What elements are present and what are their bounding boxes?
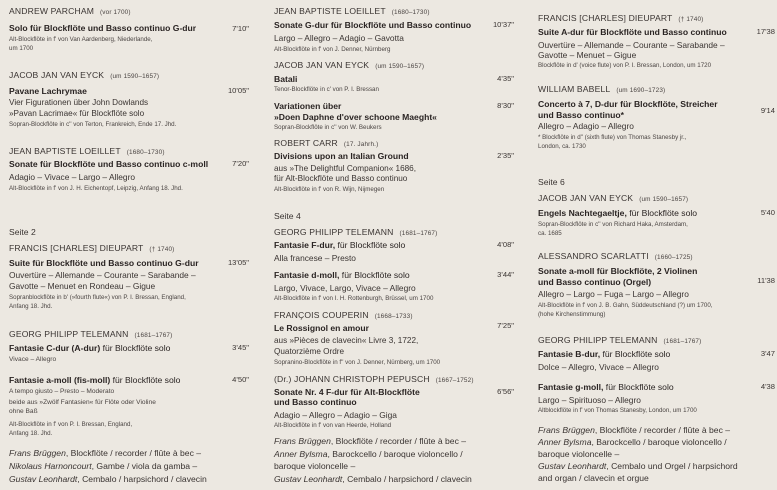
instrument-note: ca. 1685 [538, 230, 562, 237]
work-title: Fantasie B-dur, für Blockflöte solo [538, 349, 671, 359]
duration: 13'05" [227, 258, 249, 267]
work-title: Fantasie d-moll, für Blockflöte solo [274, 270, 410, 280]
work-title: Pavane Lachrymae [9, 86, 87, 96]
instrument-note: Anfang 18. Jhd. [9, 303, 53, 310]
duration: 2'35" [497, 151, 514, 160]
work-title: und Basso continuo* [538, 110, 624, 120]
performer-line: Gustav Leonhardt, Cembalo / harpsichord / clavecin [274, 474, 472, 484]
duration: 17'38 [756, 27, 775, 36]
movements: Adagio – Allegro – Adagio – Giga [274, 410, 397, 420]
composer-telemann: GEORG PHILIPP TELEMANN (1681–1767) [538, 335, 702, 345]
instrument-note: Alt-Blockflöte in f' von J. H. Eichentopf, Leipzig, Anfang 18. Jhd. [9, 185, 183, 192]
composer-dieupart: FRANCIS [CHARLES] DIEUPART († 1740) [538, 13, 704, 23]
work-title: Engels Nachtegaeltje, für Blockflöte solo [538, 208, 698, 218]
work-title: Fantasie C-dur (A-dur) für Blockflöte solo [9, 343, 171, 353]
duration: 10'37" [492, 20, 514, 29]
composer-loeillet: JEAN BAPTISTE LOEILLET (1680–1730) [274, 6, 430, 16]
work-description: aus »The Delightful Companion« 1686, [274, 164, 417, 173]
duration: 3'47 [760, 349, 775, 358]
work-title: Divisions upon an Italian Ground [274, 151, 409, 161]
composer-parcham: ANDREW PARCHAM (vor 1700) [9, 6, 131, 16]
duration: 7'10" [232, 24, 249, 33]
work-note: ohne Baß [9, 408, 38, 415]
duration: 4'38 [760, 382, 775, 391]
duration: 8'30" [497, 101, 514, 110]
duration: 10'05" [227, 86, 249, 95]
work-title: und Basso continuo (Orgel) [538, 277, 652, 287]
work-title: Batali [274, 74, 298, 84]
movements: Gavotte – Menuet – Gigue [538, 50, 637, 60]
movements: Largo, Vivace, Largo, Vivace – Allegro [274, 283, 416, 293]
work-title: Fantasie a-moll (fis-moll) für Blockflöte solo [9, 375, 181, 385]
performer-line: Anner Bylsma, Barockcello / baroque violoncello / [538, 437, 727, 447]
instrument-note: Alt-Blockflöte in f' von J. Denner, Nürnberg [274, 46, 391, 53]
instrument-note: Alt-Blockflöte in f' von I. H. Rottenburgh, Brüssel, um 1700 [274, 295, 434, 302]
performer-line: baroque violoncelle – [538, 449, 620, 459]
work-description: »Pavan Lacrimae« für Blockflöte solo [9, 109, 145, 118]
column-right [524, 0, 777, 490]
performer-line: Gustav Leonhardt, Cembalo / harpsichord / clavecin [9, 474, 207, 484]
work-title: Sonate für Blockflöte und Basso continuo c-moll [9, 159, 209, 169]
instrument-note: Sopran-Blockflöte in c'' von Richard Haka, Amsterdam, [538, 221, 688, 228]
movements: A tempo giusto – Presto – Moderato [9, 388, 115, 395]
work-title: Suite A-dur für Blockflöte und Basso continuo [538, 27, 727, 37]
instrument-note: Alt-Blockflöte in f' von P. I. Bressan, England, [9, 421, 133, 428]
work-description: für Alt-Blockflöte und Basso continuo [274, 174, 408, 183]
column-middle [262, 0, 524, 490]
movements: Vivace – Allegro [9, 356, 57, 363]
performer-line: Frans Brüggen, Blockflöte / recorder / flûte à bec – [538, 425, 731, 435]
side-label: Seite 6 [538, 177, 565, 187]
performer-line: Frans Brüggen, Blockflöte / recorder / flûte à bec – [274, 436, 467, 446]
work-subtitle: »Doen Daphne d'over schoone Maeght« [274, 112, 437, 122]
composer-loeillet: JEAN BAPTISTE LOEILLET (1680–1730) [9, 146, 165, 156]
movements: Allegro – Adagio – Allegro [538, 121, 634, 131]
movements: Largo – Allegro – Adagio – Gavotta [274, 33, 404, 43]
work-title: Fantasie F-dur, für Blockflöte solo [274, 240, 406, 250]
instrument-note: Sopran-Blockflöte in c'' von W. Beukers [274, 124, 382, 131]
side-label: Seite 2 [9, 227, 36, 237]
composer-van-eyck: JACOB JAN VAN EYCK (um 1590–1657) [538, 193, 689, 203]
movements: Adagio – Vivace – Largo – Allegro [9, 172, 136, 182]
work-description: Quatorzième Ordre [274, 347, 345, 356]
composer-carr: ROBERT CARR (17. Jahrh.) [274, 138, 379, 148]
instrument-note: Anfang 18. Jhd. [9, 430, 53, 437]
instrument-note: Sopran-Blockflöte in c'' von Terton, Frankreich, Ende 17. Jhd. [9, 121, 177, 128]
work-title: Variationen über [274, 101, 342, 111]
duration: 4'50" [232, 375, 249, 384]
work-description: Vier Figurationen über John Dowlands [9, 98, 149, 107]
performer-line: baroque violoncelle – [274, 461, 356, 471]
work-title: Concerto à 7, D-dur für Blockflöte, Streicher [538, 99, 718, 109]
composer-scarlatti: ALESSANDRO SCARLATTI (1660–1725) [538, 251, 693, 261]
composer-dieupart: FRANCIS [CHARLES] DIEUPART († 1740) [9, 243, 175, 253]
instrument-note: Alt-Blockflöte in f' von Van Aardenberg, Niederlande, [9, 36, 153, 43]
movements: Dolce – Allegro, Vivace – Allegro [538, 362, 659, 372]
duration: 5'40 [760, 208, 775, 217]
work-title: und Basso continuo [274, 397, 357, 407]
composer-couperin: FRANÇOIS COUPERIN (1668–1733) [274, 310, 413, 320]
duration: 7'20" [232, 159, 249, 168]
movements: Gavotte – Menuet en Rondeau – Gigue [9, 281, 156, 291]
instrument-note: Sopranblockflöte in b' (»fourth flute«) von P. I. Bressan, England, [9, 294, 186, 301]
instrument-note: Alt-Blockflöte in f' von van Heerde, Holland [274, 422, 392, 429]
work-description: aus »Pièces de clavecin« Livre 3, 1722, [274, 336, 419, 345]
performer-line: Anner Bylsma, Barockcello / baroque violoncello / [274, 449, 463, 459]
instrument-note: Altblockflöte in f' von Thomas Stanesby, London, um 1700 [538, 407, 697, 414]
duration: 4'08" [497, 240, 514, 249]
movements: Ouvertüre – Allemande – Courante – Sarabande – [9, 270, 196, 280]
work-title: Le Rossignol en amour [274, 323, 370, 333]
work-title: Solo für Blockflöte und Basso continuo G-dur [9, 23, 197, 33]
duration: 7'25" [497, 321, 514, 330]
work-title: Sonate G-dur für Blockflöte und Basso continuo [274, 20, 472, 30]
duration: 3'45" [232, 343, 249, 352]
movements: Largo – Spirituoso – Allegro [538, 395, 641, 405]
performer-line: Nikolaus Harnoncourt, Gambe / viola da gamba – [9, 461, 198, 471]
composer-van-eyck: JACOB JAN VAN EYCK (um 1590–1657) [274, 60, 425, 70]
work-note: beide aus »Zwölf Fantasien« für Flöte oder Violine [9, 399, 156, 406]
duration: 3'44" [497, 270, 514, 279]
instrument-note: Alt-Blockflöte in f' von R. Wijn, Nijmegen [274, 186, 385, 193]
movements: Ouvertüre – Allemande – Courante – Sarabande – [538, 40, 725, 50]
instrument-note: (hohe Kirchenstimmung) [538, 311, 606, 318]
composer-telemann: GEORG PHILIPP TELEMANN (1681–1767) [9, 329, 173, 339]
duration: 6'56" [497, 387, 514, 396]
column-left [0, 0, 262, 490]
instrument-note: Tenor-Blockflöte in c' von P. I. Bressan [274, 86, 379, 93]
work-title: Suite für Blockflöte und Basso continuo G-dur [9, 258, 199, 268]
duration: 9'14 [760, 106, 775, 115]
instrument-note: Sopranino-Blockflöte in f'' von J. Denner, Nürnberg, um 1700 [274, 359, 441, 366]
duration: 11'38 [757, 276, 775, 285]
performer-line: Gustav Leonhardt, Cembalo und Orgel / harpsichord [538, 461, 738, 471]
composer-van-eyck: JACOB JAN VAN EYCK (um 1590–1657) [9, 70, 160, 80]
instrument-note: Blockflöte in d' (voice flute) von P. I. Bressan, London, um 1720 [538, 62, 712, 69]
duration: 4'35" [497, 74, 514, 83]
performer-line: and organ / clavecin et orgue [538, 473, 649, 483]
composer-telemann: GEORG PHILIPP TELEMANN (1681–1767) [274, 227, 438, 237]
movements: Allegro – Largo – Fuga – Largo – Allegro [538, 289, 689, 299]
composer-babell: WILLIAM BABELL (um 1690–1723) [538, 84, 666, 94]
work-title: Sonate a-moll für Blockflöte, 2 Violinen [538, 266, 698, 276]
composer-pepusch: (Dr.) JOHANN CHRISTOPH PEPUSCH (1667–1752) [274, 374, 474, 384]
instrument-note: Alt-Blockflöte in f' von J. B. Gahn, Süddeutschland (?) um 1700, [538, 302, 713, 309]
movements: Alla francese – Presto [274, 253, 356, 263]
work-title: Sonate Nr. 4 F-dur für Alt-Blockflöte [274, 387, 420, 397]
instrument-note: London, ca. 1730 [538, 143, 586, 150]
performer-line: Frans Brüggen, Blockflöte / recorder / flûte à bec – [9, 448, 202, 458]
work-title: Fantasie g-moll, für Blockflöte solo [538, 382, 674, 392]
instrument-note: * Blockflöte in d'' (sixth flute) von Thomas Stanesby jr., [538, 134, 687, 141]
instrument-note: um 1700 [9, 45, 34, 52]
side-label: Seite 4 [274, 211, 301, 221]
